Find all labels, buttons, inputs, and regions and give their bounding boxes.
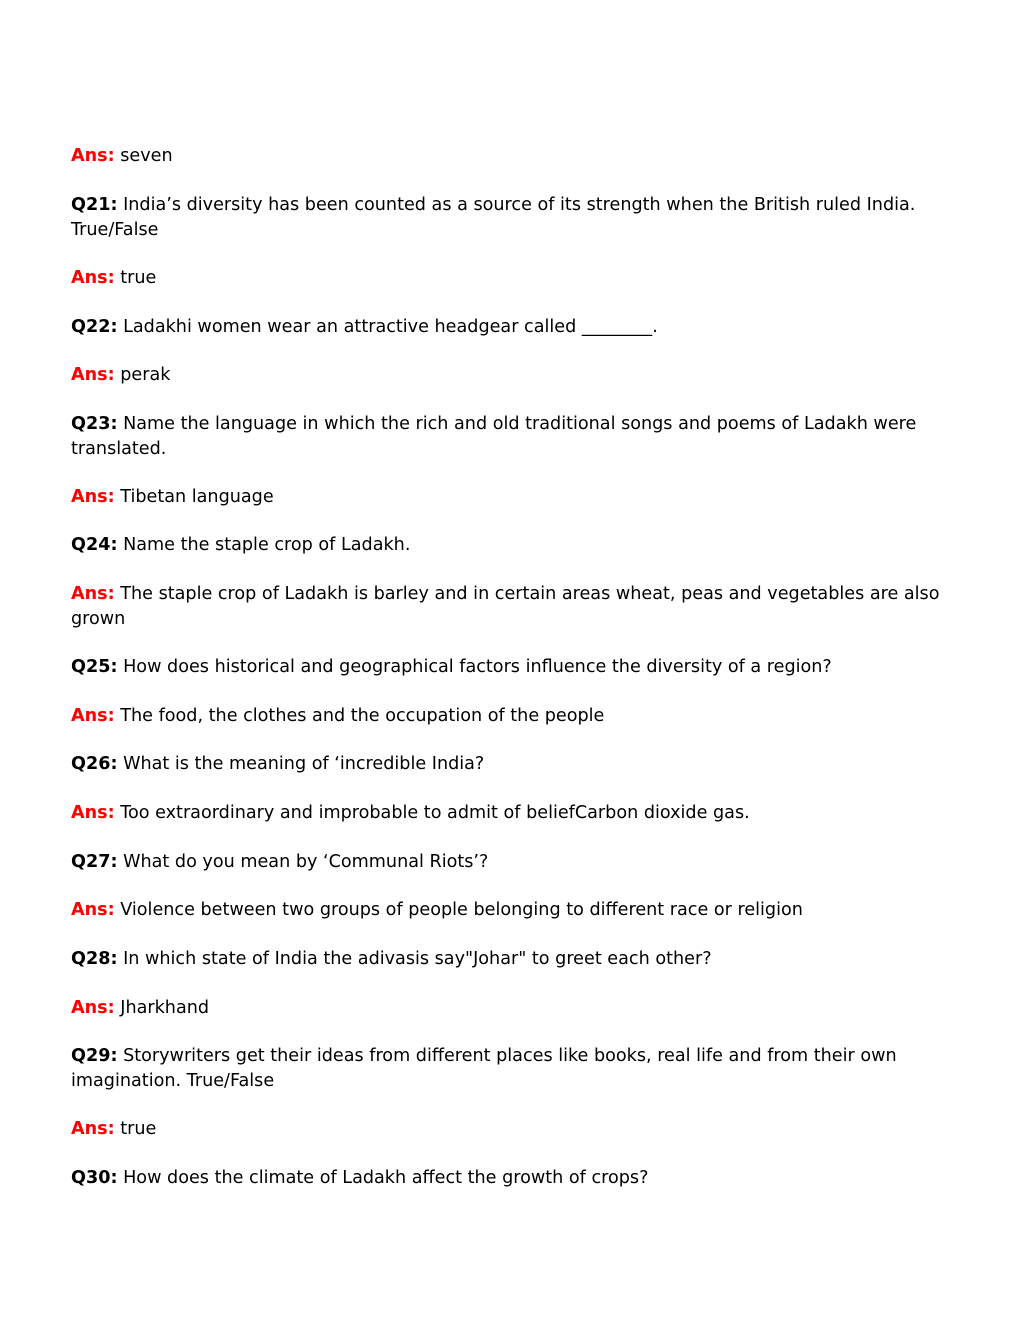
question-number: Q24: <box>71 535 118 555</box>
answer-item <box>71 363 941 388</box>
question-number: Q25: <box>71 657 118 677</box>
question-item <box>71 1166 941 1191</box>
answer-text: true <box>114 268 157 288</box>
answer-text: Too extraordinary and improbable to admit of beliefCarbon dioxide gas. <box>114 803 750 823</box>
question-text: What is the meaning of ‘incredible India? <box>117 754 485 774</box>
answer-label: Ans: <box>71 803 115 823</box>
answer-item <box>71 485 941 510</box>
answer-text: true <box>114 1119 157 1139</box>
answer-item <box>71 898 941 923</box>
question-text: In which state of India the adivasis say"Johar" to greet each other? <box>117 949 712 969</box>
question-item <box>71 752 941 777</box>
answer-text: perak <box>114 365 171 385</box>
question-item <box>71 412 941 461</box>
answer-label: Ans: <box>71 900 115 920</box>
question-text: How does the climate of Ladakh affect the growth of crops? <box>117 1168 649 1188</box>
answer-label: Ans: <box>71 146 115 166</box>
question-item <box>71 193 941 242</box>
question-text: What do you mean by ‘Communal Riots’? <box>117 852 489 872</box>
answer-text: Jharkhand <box>114 998 210 1018</box>
answer-text: Tibetan language <box>114 487 274 507</box>
answer-text: The food, the clothes and the occupation of the people <box>114 706 605 726</box>
answer-label: Ans: <box>71 998 115 1018</box>
question-item <box>71 1044 941 1093</box>
question-text: Storywriters get their ideas from different places like books, real life and from their own imagination. True/False <box>71 1046 903 1091</box>
answer-label: Ans: <box>71 1119 115 1139</box>
question-number: Q29: <box>71 1046 118 1066</box>
question-item <box>71 655 941 680</box>
question-text: Ladakhi women wear an attractive headgear called ________. <box>117 317 658 337</box>
question-text: India’s diversity has been counted as a source of its strength when the British ruled India. True/False <box>71 195 921 240</box>
answer-label: Ans: <box>71 365 115 385</box>
question-text: Name the staple crop of Ladakh. <box>117 535 411 555</box>
question-number: Q27: <box>71 852 118 872</box>
question-item <box>71 947 941 972</box>
answer-label: Ans: <box>71 487 115 507</box>
answer-item <box>71 144 941 169</box>
answer-item <box>71 1117 941 1142</box>
question-number: Q21: <box>71 195 118 215</box>
question-item <box>71 315 941 340</box>
question-text: Name the language in which the rich and old traditional songs and poems of Ladakh were translated. <box>71 414 922 459</box>
answer-item <box>71 801 941 826</box>
question-text: How does historical and geographical factors influence the diversity of a region? <box>117 657 832 677</box>
answer-item <box>71 266 941 291</box>
answer-item <box>71 582 946 631</box>
question-item <box>71 850 941 875</box>
answer-item <box>71 704 941 729</box>
answer-text: seven <box>114 146 173 166</box>
question-item <box>71 533 941 558</box>
question-number: Q23: <box>71 414 118 434</box>
question-number: Q26: <box>71 754 118 774</box>
answer-label: Ans: <box>71 268 115 288</box>
question-number: Q30: <box>71 1168 118 1188</box>
answer-label: Ans: <box>71 706 115 726</box>
question-number: Q22: <box>71 317 118 337</box>
question-number: Q28: <box>71 949 118 969</box>
answer-text: The staple crop of Ladakh is barley and in certain areas wheat, peas and vegetables are also grown <box>71 584 946 629</box>
answer-label: Ans: <box>71 584 115 604</box>
answer-text: Violence between two groups of people belonging to different race or religion <box>114 900 803 920</box>
answer-item <box>71 996 941 1021</box>
